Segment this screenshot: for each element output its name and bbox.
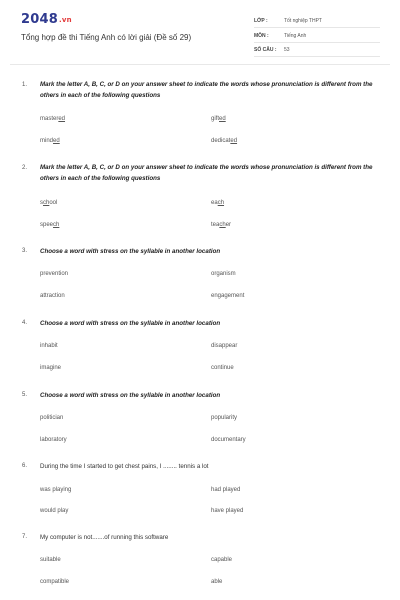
option-underlined: ch <box>217 200 225 206</box>
logo-suffix: .vn <box>58 16 72 24</box>
meta-key: SỐ CÂU : <box>254 47 277 53</box>
option-c[interactable]: would play <box>40 508 69 514</box>
question-number: 7. <box>22 534 28 540</box>
header-divider <box>10 64 390 65</box>
question-stem: Choose a word with stress on the syllable in another location <box>40 248 221 255</box>
option-d[interactable]: able <box>211 579 223 585</box>
option-a[interactable]: was playing <box>40 487 72 493</box>
option-b[interactable] <box>211 116 226 122</box>
option-a[interactable]: politician <box>40 415 64 421</box>
option-d[interactable] <box>211 222 231 228</box>
option-d[interactable]: engagement <box>211 293 245 299</box>
document-header <box>0 0 400 62</box>
option-text: spee <box>40 222 54 228</box>
question-stem: Choose a word with stress on the syllable in another location <box>40 392 221 399</box>
meta-value: Tốt nghiệp THPT <box>284 18 322 24</box>
site-logo[interactable] <box>21 12 72 27</box>
option-b[interactable]: organism <box>211 271 236 277</box>
question-stem: During the time I started to get chest pains, I ........ tennis a lot <box>40 463 209 470</box>
option-underlined: ch <box>53 222 60 228</box>
option-underlined: ed <box>219 116 226 122</box>
option-b[interactable]: disappear <box>211 343 238 349</box>
option-text: tea <box>211 222 220 228</box>
meta-key: MÔN : <box>254 33 269 39</box>
meta-row-subject <box>254 29 380 43</box>
option-underlined: ed <box>230 138 238 144</box>
option-text: ool <box>49 200 58 206</box>
option-text: er <box>225 222 232 228</box>
option-underlined: ed <box>53 138 60 144</box>
option-text: ea <box>211 200 218 206</box>
option-b[interactable]: had played <box>211 487 241 493</box>
option-b[interactable]: capable <box>211 557 233 563</box>
question-number: 6. <box>22 463 28 469</box>
option-c[interactable] <box>40 138 60 144</box>
page-title: Tổng hợp đề thi Tiếng Anh có lời giải (Đề số 29) <box>21 33 192 42</box>
option-a[interactable]: inhabit <box>40 343 58 349</box>
option-c[interactable] <box>40 222 59 228</box>
meta-value: 53 <box>284 47 290 53</box>
option-d[interactable] <box>211 138 237 144</box>
meta-key: LỚP : <box>254 18 268 24</box>
option-c[interactable]: imagine <box>40 365 62 371</box>
option-underlined: ch <box>219 222 226 228</box>
option-underlined: ed <box>58 116 66 122</box>
option-c[interactable]: attraction <box>40 293 65 299</box>
question-stem: Mark the letter A, B, C, or D on your answer sheet to indicate the words whose pronunciation is different from the others in each of the following questions <box>40 164 373 182</box>
option-text: dedicat <box>211 138 231 144</box>
meta-row-count <box>254 43 380 57</box>
option-c[interactable]: laboratory <box>40 437 67 443</box>
question-number: 2. <box>22 165 28 171</box>
question-stem: Choose a word with stress on the syllable in another location <box>40 320 221 327</box>
option-a[interactable] <box>40 116 65 122</box>
option-b[interactable]: popularity <box>211 415 238 421</box>
option-text: s <box>40 200 43 206</box>
option-d[interactable]: documentary <box>211 437 246 443</box>
option-d[interactable]: continue <box>211 365 234 371</box>
question-stem: Mark the letter A, B, C, or D on your answer sheet to indicate the words whose pronunciation is different from the others in each of the following questions <box>40 81 373 99</box>
option-a[interactable] <box>40 200 57 206</box>
option-text: master <box>40 116 59 122</box>
question-number: 1. <box>22 82 28 88</box>
option-d[interactable]: have played <box>211 508 244 514</box>
question-number: 3. <box>22 248 28 254</box>
option-underlined: ch <box>43 200 50 206</box>
option-a[interactable]: suitable <box>40 557 61 563</box>
question-number: 5. <box>22 392 28 398</box>
question-number: 4. <box>22 320 28 326</box>
question-stem: My computer is not.......of running this software <box>40 534 169 541</box>
option-a[interactable]: prevention <box>40 271 69 277</box>
logo-text: 2048 <box>21 12 58 27</box>
option-b[interactable] <box>211 200 224 206</box>
meta-value: Tiếng Anh <box>284 33 307 39</box>
option-c[interactable]: compatible <box>40 579 70 585</box>
option-text: gift <box>211 116 220 122</box>
option-text: mind <box>40 138 54 144</box>
meta-row-class <box>254 14 380 28</box>
